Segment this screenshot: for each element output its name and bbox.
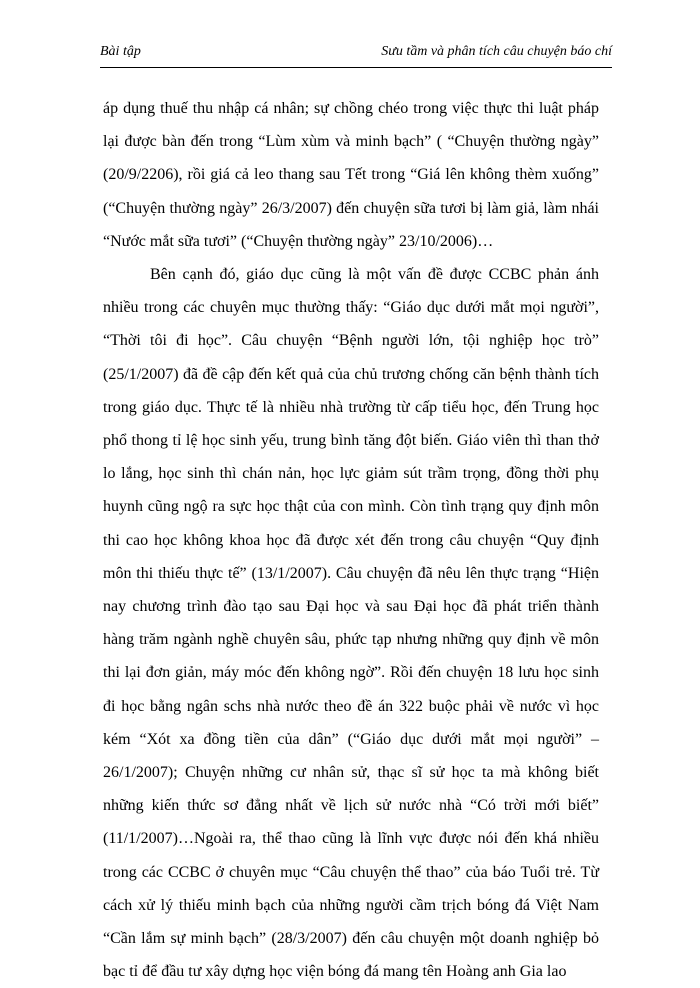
page-header xyxy=(100,44,612,66)
header-rule xyxy=(100,67,612,68)
document-body xyxy=(103,92,599,988)
paragraph-continuation: áp dụng thuế thu nhập cá nhân; sự chồng chéo trong việc thực thi luật pháp lại được bàn đến trong “Lùm xùm và minh bạch” ( “Chuyện thường ngày” (20/9/2206), rồi giá cả leo thang sau Tết trong “Giá lên không thèm xuống” (“Chuyện thường ngày” 26/3/2007) đến chuyện sữa tươi bị làm giả, làm nhái “Nước mắt sữa tươi” (“Chuyện thường ngày” 23/10/2006)… xyxy=(103,100,599,250)
header-left-title: Bài tập xyxy=(100,44,141,59)
paragraph-education: Bên cạnh đó, giáo dục cũng là một vấn đề được CCBC phản ánh nhiều trong các chuyên mục thường thấy: “Giáo dục dưới mắt mọi người”, “Thời tôi đi học”. Câu chuyện “Bệnh người lớn, tội nghiệp học trò” (25/1/2007) đã đề cập đến kết quả của chủ trương chống căn bệnh thành tích trong giáo dục. Thực tế là nhiều nhà trường từ cấp tiểu học, đến Trung học phổ thong tỉ lệ học sinh yếu, trung bình tăng đột biến. Giáo viên thì than thở lo lắng, học sinh thì chán nản, học lực giảm sút trầm trọng, đồng thời phụ huynh cũng ngộ ra sực học thật của con mình. Còn tình trạng quy định môn thi cao học không khoa học đã được xét đến trong câu chuyện “Quy định môn thi thiếu thực tế” (13/1/2007). Câu chuyện đã nêu lên thực trạng “Hiện nay chương trình đào tạo sau Đại học và sau Đại học đã phát triển thành hàng trăm ngành nghề chuyên sâu, phức tạp nhưng những quy định về môn thi lại đơn giản, máy móc đến không ngờ”. Rồi đến chuyện 18 lưu học sinh đi học bằng ngân schs nhà nước theo đề án 322 buộc phải về nước vì học kém “Xót xa đồng tiền của dân” (“Giáo dục dưới mắt mọi người” – 26/1/2007); Chuyện những cư nhân sử, thạc sĩ sử học ta mà không biết những kiến thức sơ đẳng nhất về lịch sử nước nhà “Có trời mới biết” (11/1/2007)…Ngoài ra, thể thao cũng là lĩnh vực được nói đến khá nhiều trong các CCBC ở chuyên mục “Câu chuyện thể thao” của báo Tuổi trẻ. Từ cách xử lý thiếu minh bạch của những người cầm trịch bóng đá Việt Nam “Cần lắm sự minh bạch” (28/3/2007) đến câu chuyện một doanh nghiệp bỏ bạc tỉ để đầu tư xây dựng học viện bóng đá mang tên Hoàng anh Gia lao xyxy=(103,266,599,981)
header-right-title: Sưu tầm và phân tích câu chuyện báo chí xyxy=(381,44,612,59)
